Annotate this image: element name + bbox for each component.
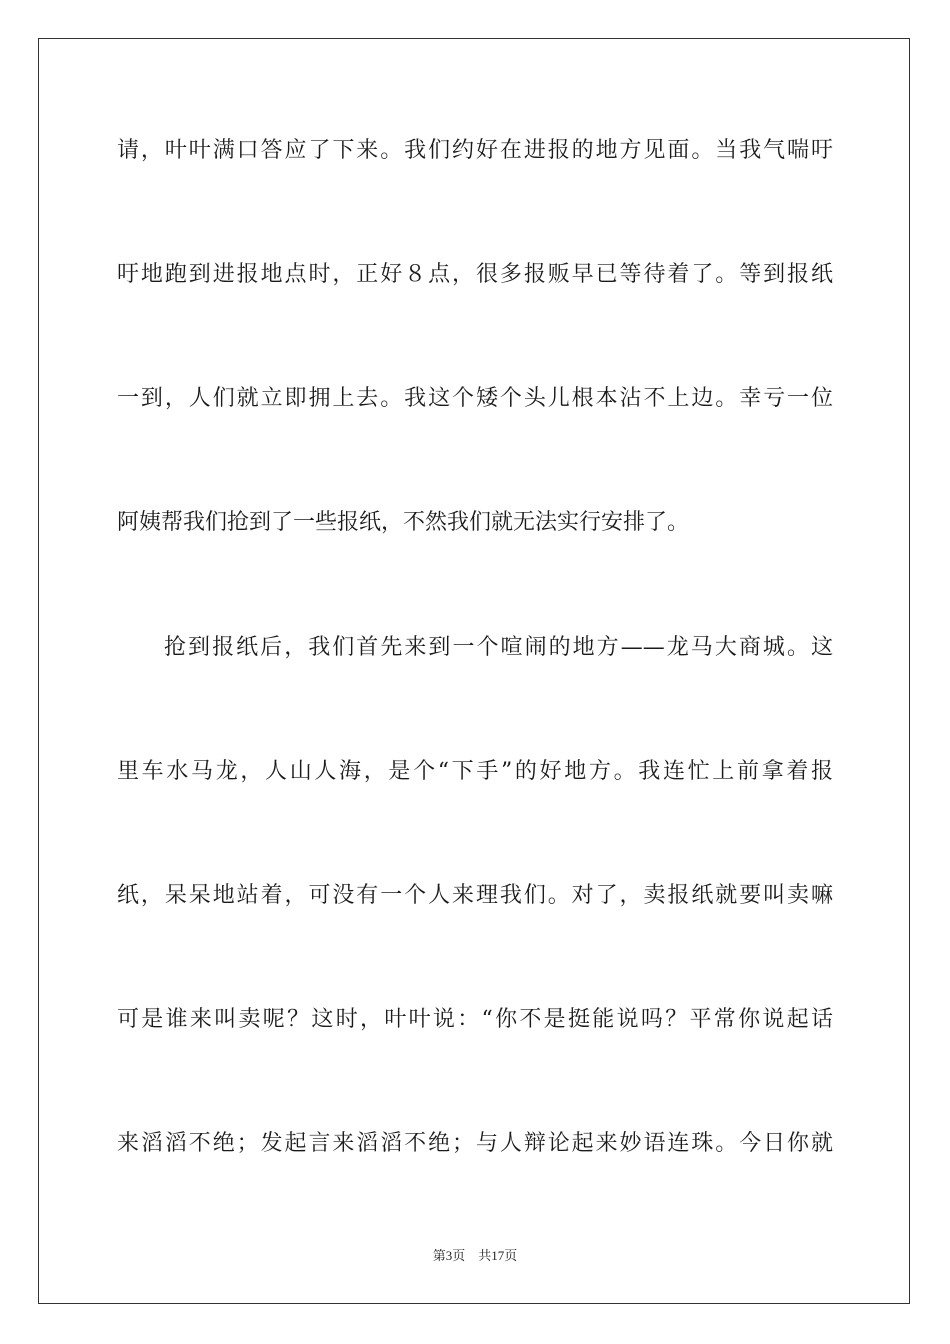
text-line-7: 纸，呆呆地站着，可没有一个人来理我们。对了，卖报纸就要叫卖嘛 (117, 883, 833, 908)
text-line-8: 可是谁来叫卖呢？这时，叶叶说：“你不是挺能说吗？平常你说起话 (117, 1007, 833, 1032)
text-line-2: 吁地跑到进报地点时，正好８点，很多报贩早已等待着了。等到报纸 (117, 262, 833, 287)
text-line-6: 里车水马龙，人山人海，是个“下手”的好地方。我连忙上前拿着报 (117, 759, 833, 784)
page-number: 第3页 (432, 1248, 466, 1263)
text-line-9: 来滔滔不绝；发起言来滔滔不绝；与人辩论起来妙语连珠。今日你就 (117, 1131, 833, 1156)
text-line-4: 阿姨帮我们抢到了一些报纸，不然我们就无法实行安排了。 (117, 510, 690, 535)
page-total: 共17页 (478, 1248, 518, 1263)
page-border (38, 38, 910, 1304)
page-footer (0, 1247, 950, 1265)
text-line-3: 一到，人们就立即拥上去。我这个矮个头儿根本沾不上边。幸亏一位 (117, 386, 833, 411)
text-line-1: 请，叶叶满口答应了下来。我们约好在进报的地方见面。当我气喘吁 (117, 138, 833, 163)
text-line-5: 抢到报纸后，我们首先来到一个喧闹的地方——龙马大商城。这 (164, 635, 833, 660)
